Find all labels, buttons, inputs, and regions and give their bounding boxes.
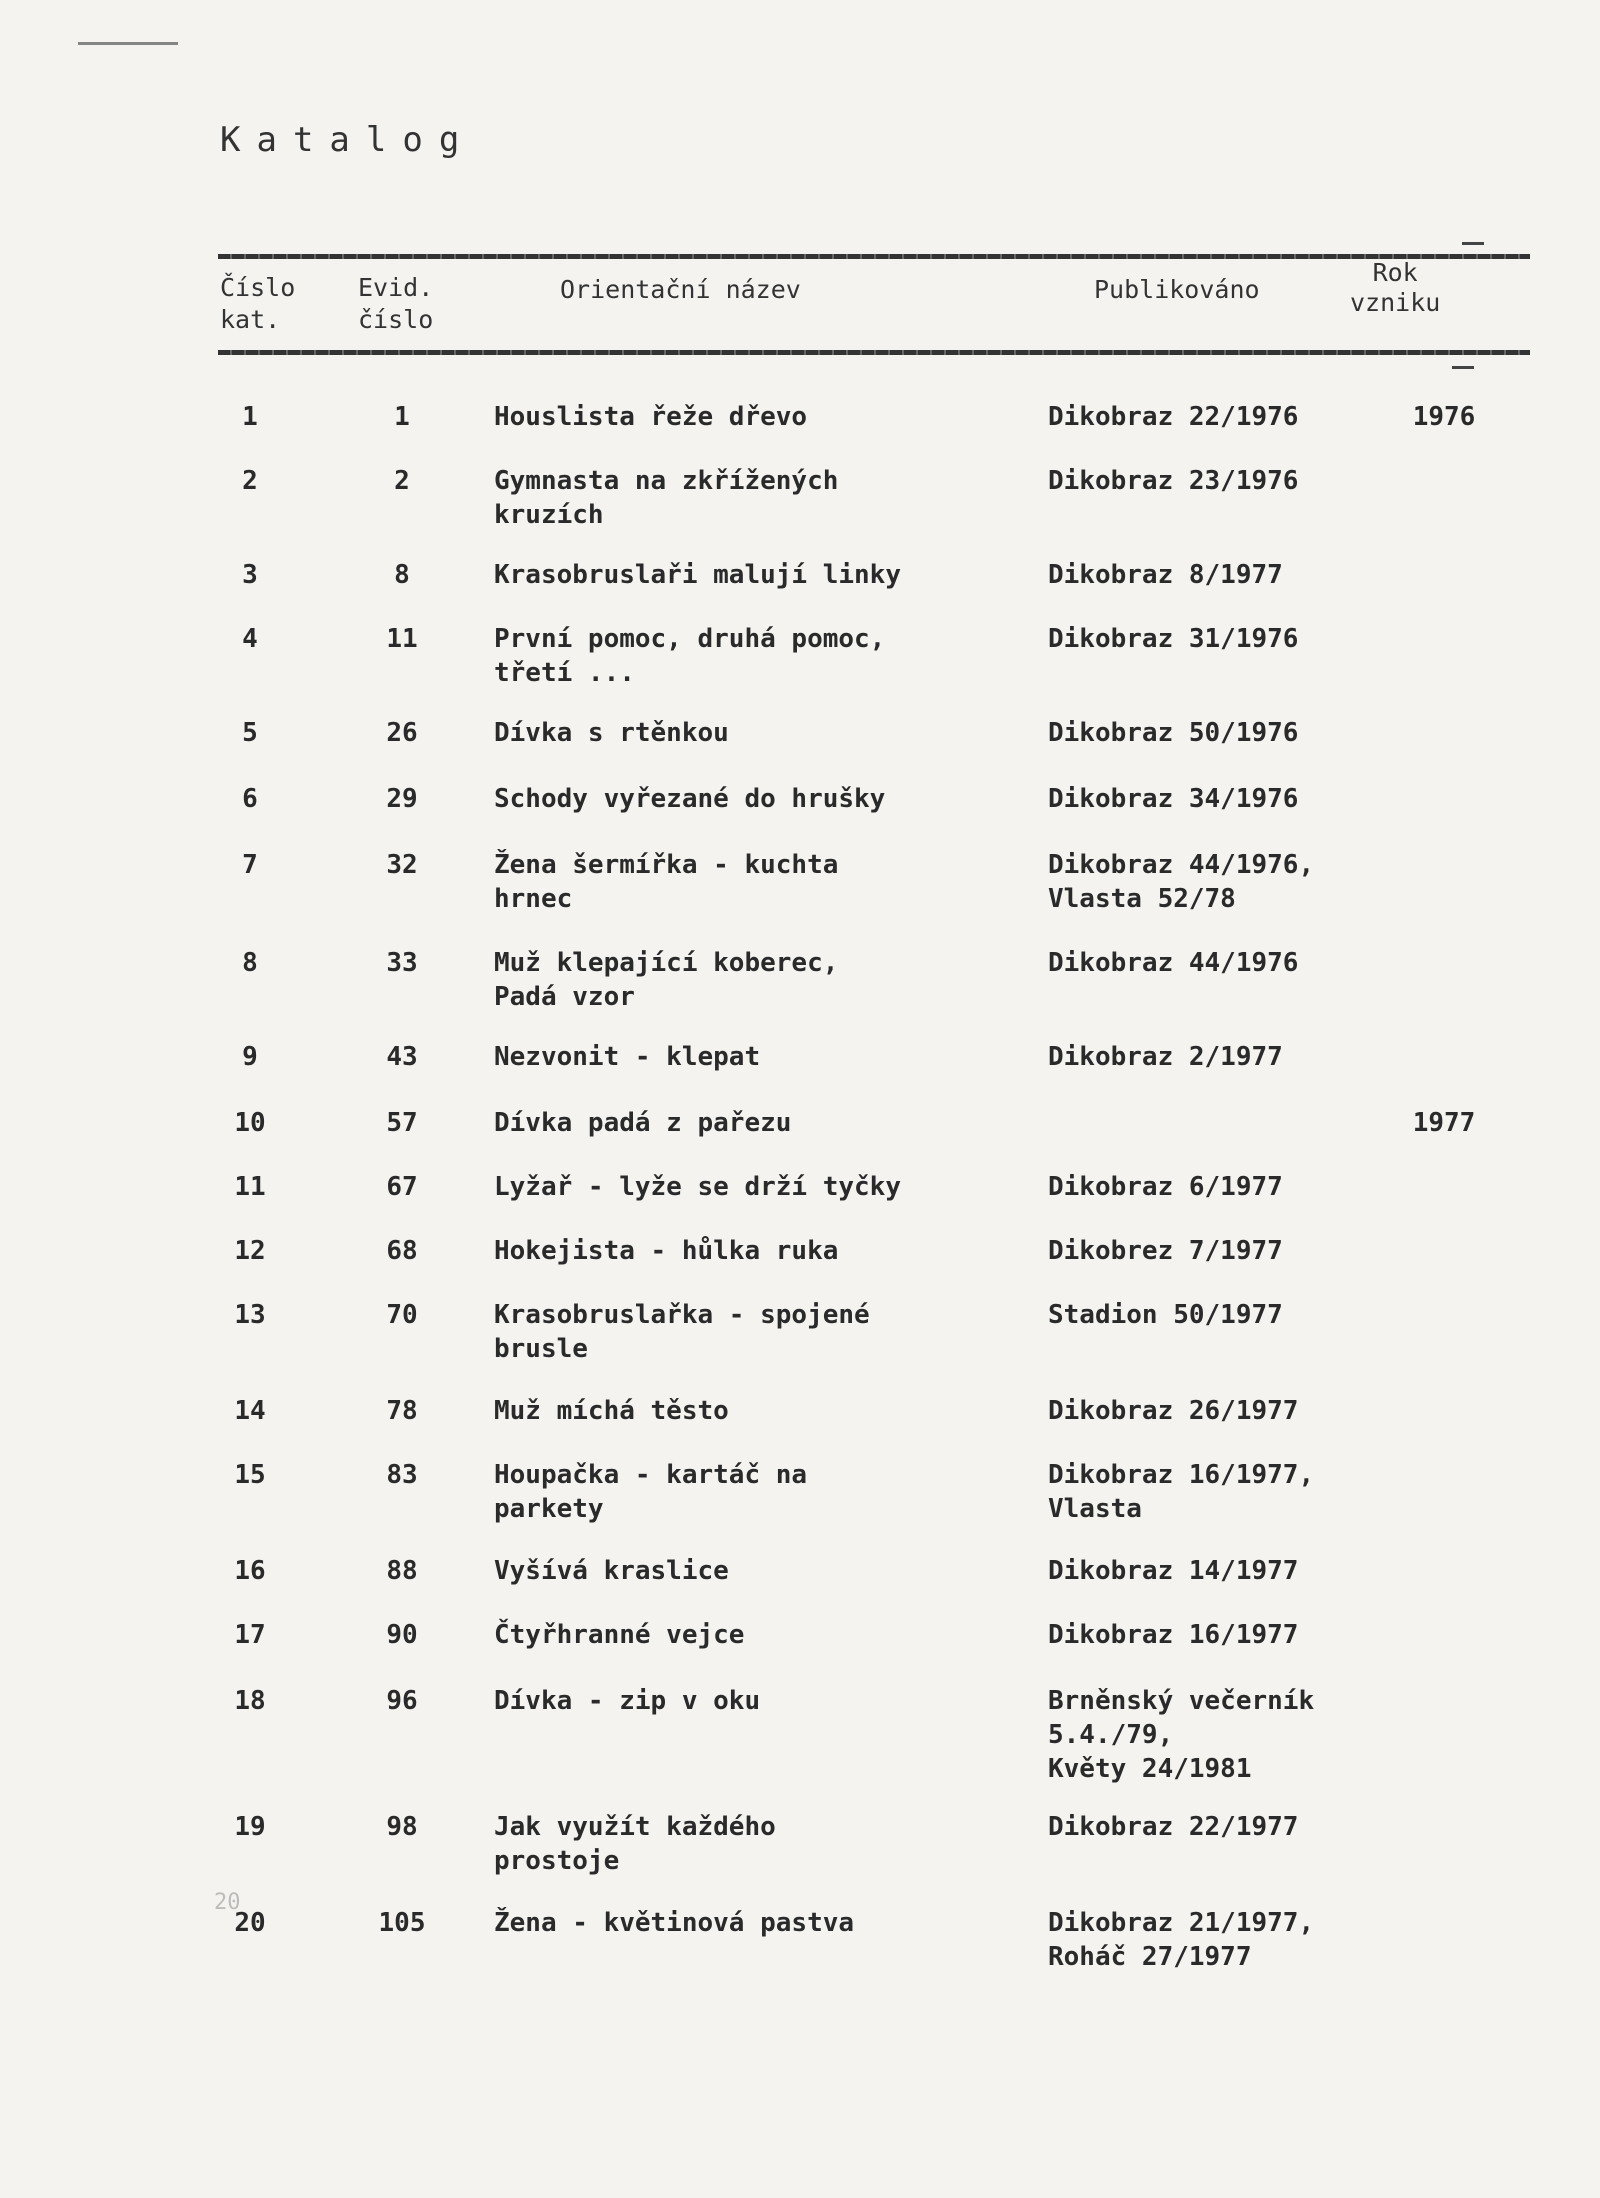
header-rok-vzniku [1350,258,1440,318]
header-rok-line1: Rok [1372,258,1418,287]
row-evid-number: 2 [394,466,410,496]
page-title: Katalog [220,120,476,160]
row-published: Dikobrez 7/1977 [1048,1236,1283,1266]
row-evid-number: 70 [386,1300,418,1330]
row-published: Dikobraz 22/1977 [1048,1812,1299,1842]
header-evid-line2: číslo [358,305,434,334]
row-published: Stadion 50/1977 [1048,1300,1283,1330]
header-cislo-line2: kat. [220,305,281,334]
row-evid-number: 78 [386,1396,418,1426]
row-title: Krasobruslařka - spojené brusle [494,1300,870,1364]
row-published: Dikobraz 6/1977 [1048,1172,1283,1202]
row-evid-number: 11 [386,624,418,654]
row-evid-number: 33 [386,948,418,978]
row-cat-number: 14 [234,1396,266,1426]
row-published: Brněnský večerník 5.4./79, Květy 24/1981 [1048,1686,1315,1784]
row-title: Lyžař - lyže se drží tyčky [494,1172,901,1202]
row-cat-number: 3 [242,560,258,590]
header-cislo-kat [220,272,295,336]
row-evid-number: 57 [386,1108,418,1138]
header-rok-line2: vzniku [1350,288,1441,317]
row-cat-number: 10 [234,1108,266,1138]
row-title: Muž klepající koberec, Padá vzor [494,948,839,1012]
header-publikovano: Publikováno [1094,275,1260,304]
row-published: Dikobraz 2/1977 [1048,1042,1283,1072]
row-cat-number: 2 [242,466,258,496]
row-published: Dikobraz 50/1976 [1048,718,1299,748]
row-title: Žena - květinová pastva [494,1908,855,1938]
row-title: Muž míchá těsto [494,1396,729,1426]
row-published: Dikobraz 44/1976 [1048,948,1299,978]
row-evid-number: 43 [386,1042,418,1072]
row-title: Houpačka - kartáč na parkety [494,1460,808,1524]
row-published: Dikobraz 16/1977, Vlasta [1048,1460,1315,1524]
header-evid-cislo [358,272,433,336]
row-cat-number: 18 [234,1686,266,1716]
row-published: Dikobraz 21/1977, Roháč 27/1977 [1048,1908,1315,1972]
row-cat-number: 17 [234,1620,266,1650]
rule-tick-mark [1452,366,1474,369]
row-published: Dikobraz 8/1977 [1048,560,1283,590]
row-evid-number: 1 [394,402,410,432]
row-title: První pomoc, druhá pomoc, třetí ... [494,624,886,688]
row-published: Dikobraz 34/1976 [1048,784,1299,814]
corner-mark [78,42,178,45]
row-title: Jak využít každého prostoje [494,1812,776,1876]
row-published: Dikobraz 44/1976, Vlasta 52/78 [1048,850,1315,914]
row-title: Schody vyřezané do hrušky [494,784,886,814]
row-published: Dikobraz 31/1976 [1048,624,1299,654]
row-title: Hokejista - hůlka ruka [494,1236,839,1266]
row-cat-number: 12 [234,1236,266,1266]
row-evid-number: 105 [378,1908,426,1938]
header-orientacni-nazev: Orientační název [560,275,801,304]
row-cat-number: 1 [242,402,258,432]
header-top-rule [218,254,1530,259]
row-cat-number: 20 [234,1908,266,1938]
row-published: Dikobraz 14/1977 [1048,1556,1299,1586]
row-evid-number: 83 [386,1460,418,1490]
row-year: 1976 [1412,402,1476,432]
row-published: Dikobraz 16/1977 [1048,1620,1299,1650]
row-evid-number: 32 [386,850,418,880]
row-title: Dívka - zip v oku [494,1686,761,1716]
row-cat-number: 19 [234,1812,266,1842]
row-title: Krasobruslaři malují linky [494,560,901,590]
row-cat-number: 15 [234,1460,266,1490]
row-title: Čtyřhranné vejce [494,1620,745,1650]
row-evid-number: 67 [386,1172,418,1202]
row-evid-number: 88 [386,1556,418,1586]
row-cat-number: 7 [242,850,258,880]
row-title: Nezvonit - klepat [494,1042,761,1072]
row-evid-number: 90 [386,1620,418,1650]
row-evid-number: 29 [386,784,418,814]
row-title: Dívka s rtěnkou [494,718,729,748]
row-cat-number: 11 [234,1172,266,1202]
row-evid-number: 26 [386,718,418,748]
row-title: Dívka padá z pařezu [494,1108,792,1138]
row-cat-number: 13 [234,1300,266,1330]
row-cat-number: 6 [242,784,258,814]
row-title: Houslista řeže dřevo [494,402,808,432]
row-title: Gymnasta na zkřížených kruzích [494,466,839,530]
row-cat-number: 16 [234,1556,266,1586]
row-title: Vyšívá kraslice [494,1556,729,1586]
row-evid-number: 96 [386,1686,418,1716]
row-year: 1977 [1412,1108,1476,1138]
row-evid-number: 8 [394,560,410,590]
row-cat-number: 9 [242,1042,258,1072]
header-bottom-rule [218,350,1530,355]
row-cat-number: 5 [242,718,258,748]
row-title: Žena šermířka - kuchta hrnec [494,850,839,914]
row-published: Dikobraz 23/1976 [1048,466,1299,496]
row-published: Dikobraz 22/1976 [1048,402,1299,432]
row-evid-number: 98 [386,1812,418,1842]
row-cat-number: 4 [242,624,258,654]
row-cat-number: 8 [242,948,258,978]
row-evid-number: 68 [386,1236,418,1266]
faint-overstrike-mark: 20 [214,1890,241,1915]
row-published: Dikobraz 26/1977 [1048,1396,1299,1426]
rule-tick-mark [1462,242,1484,245]
header-cislo-line1: Číslo [220,273,296,302]
header-evid-line1: Evid. [358,273,434,302]
